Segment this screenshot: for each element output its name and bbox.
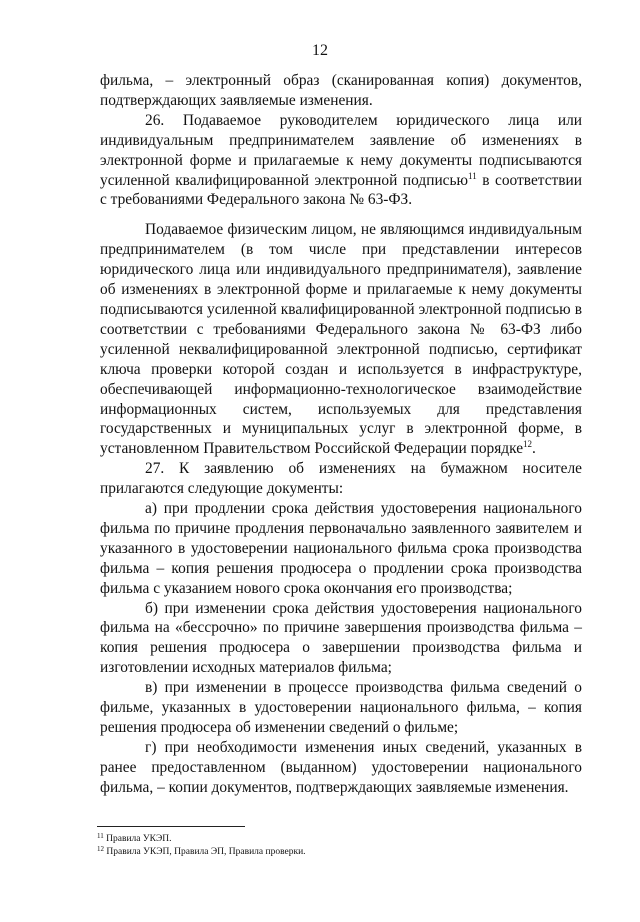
footnote-11	[97, 833, 497, 846]
paragraph-26	[100, 111, 582, 211]
paragraph-individuals	[100, 220, 582, 459]
paragraph-26-text: 26. Подаваемое руководителем юридического лица или индивидуальным предпринимателем заявление об изменениях в электронной форме и прилагаемые к нему документы подписываются усиленной квалифицированной электронной подписью	[100, 111, 582, 189]
paragraph-27: 27. К заявлению об изменениях на бумажном носителе прилагаются следующие документы:	[100, 460, 582, 498]
paragraph-continuation: фильма, – электронный образ (сканированная копия) документов, подтверждающих заявляемые изменения.	[100, 72, 582, 109]
document-body	[100, 71, 582, 798]
paragraph-27-a: а) при продлении срока действия удостоверения национального фильма по причине продления первоначально заявленного заявителем и указанного в удостоверении национального фильма срока производства фильма – копия решения продюсера о продлении срока производства фильма с указанием нового срока окончания его производства;	[100, 500, 582, 597]
footnote-11-mark: 11	[97, 832, 104, 840]
footnote-11-text: Правила УКЭП.	[103, 834, 172, 844]
paragraph-individuals-period: .	[532, 440, 536, 458]
paragraph-27-g: г) при необходимости изменения иных сведений, указанных в ранее предоставленном (выданном) удостоверении национального фильма, – копии документов, подтверждающих заявляемые изменения.	[100, 738, 582, 796]
page-number: 12	[312, 42, 328, 59]
footnote-ref-11[interactable]: 11	[468, 170, 477, 181]
footnotes	[97, 833, 497, 858]
paragraph-27-b: б) при изменении срока действия удостоверения национального фильма на «бессрочно» по причине завершения производства фильма – копия решения продюсера о завершении производства фильма и изготовлении исходных материалов фильма;	[100, 599, 582, 677]
footnote-ref-12[interactable]: 12	[523, 439, 533, 450]
footnote-12-mark: 12	[97, 844, 104, 853]
footnote-divider	[97, 826, 245, 827]
footnote-12	[97, 846, 497, 859]
paragraph-27-v: в) при изменении в процессе производства фильма сведений о фильме, указанных в удостоверении национального фильма, – копия решения продюсера об изменении сведений о фильме;	[100, 679, 582, 736]
paragraph-individuals-text: Подаваемое физическим лицом, не являющимся индивидуальным предпринимателем (в том числе при представлении интересов юридического лица или индивидуального предпринимателя), заявление об изменениях в электронной форме и прилагаемые к нему документы подписываются усиленной квалифицированной электронной подписью в соответствии с требованиями Федерального закона № 63-ФЗ либо усиленной неквалифицированной электронной подписью, сертификат ключа проверки которой создан и используется в инфраструктуре, обеспечивающей информационно-технологическое взаимодействие информационных систем, используемых для представления государственных и муниципальных услуг в электронной форме, в установленном Правительством Российской Федерации порядке	[100, 221, 582, 458]
paragraph-26-tail: в соответствии с требованиями Федерального закона № 63-ФЗ.	[100, 171, 582, 209]
footnote-12-text: Правила УКЭП, Правила ЭП, Правила проверки.	[104, 846, 306, 857]
